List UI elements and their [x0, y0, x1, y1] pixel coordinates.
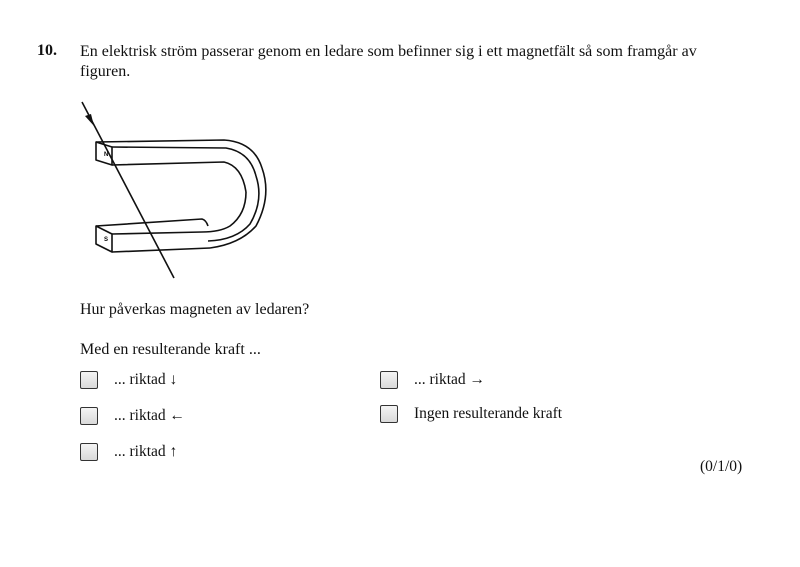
checkbox[interactable]	[80, 443, 98, 461]
option-up[interactable]	[80, 443, 177, 461]
option-label: ... riktad ↑	[114, 443, 178, 460]
subquestion: Hur påverkas magneten av ledaren?	[80, 301, 310, 318]
option-label: Ingen resulterande kraft	[414, 405, 563, 422]
magnet-bottom-arm	[96, 219, 208, 226]
checkbox[interactable]	[80, 371, 98, 389]
south-pole-label: S	[104, 237, 109, 243]
option-right[interactable]	[380, 371, 485, 389]
checkbox[interactable]	[380, 405, 398, 423]
magnet-figure	[74, 96, 284, 286]
option-label: ... riktad ←	[114, 407, 186, 424]
checkbox[interactable]	[380, 371, 398, 389]
option-label: ... riktad →	[414, 371, 486, 388]
checkbox[interactable]	[80, 407, 98, 425]
north-pole-label: N	[104, 152, 109, 158]
option-down[interactable]	[80, 371, 177, 389]
answer-prompt: Med en resulterande kraft ...	[80, 341, 261, 358]
current-arrow-icon	[85, 114, 94, 126]
option-no-force[interactable]	[380, 405, 562, 423]
question-text: En elektrisk ström passerar genom en ledare som befinner sig i ett magnetfält så som framgår av figuren.	[80, 43, 697, 80]
question-number: 10.	[37, 42, 57, 59]
horseshoe-magnet-diagram	[74, 96, 284, 286]
option-left[interactable]	[80, 407, 185, 425]
option-label: ... riktad ↓	[114, 371, 178, 388]
points-score: (0/1/0)	[700, 458, 743, 475]
